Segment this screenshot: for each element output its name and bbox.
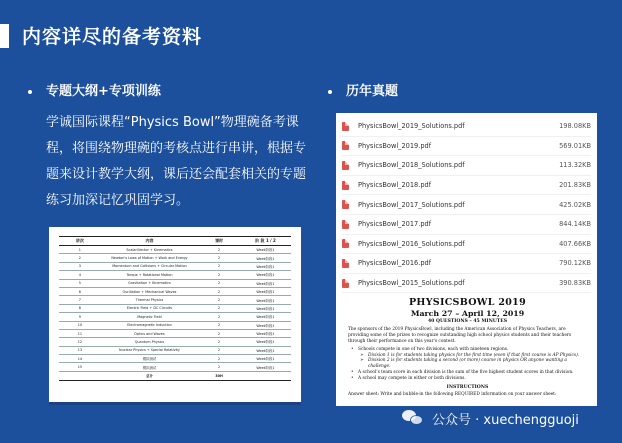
file-row[interactable]	[342, 176, 591, 196]
table-cell: Week阶段1	[240, 296, 291, 304]
table-cell: Week阶段1	[240, 304, 291, 312]
table-cell: 2	[198, 296, 240, 304]
table-row	[59, 254, 291, 262]
rule-subitem: ➢ Division 1 is for students taking physics for the first time (even if that first course is AP Physics).	[348, 353, 587, 359]
bullet-dot	[328, 90, 332, 94]
table-cell	[240, 371, 291, 380]
rule-subitem: ➢ Division 2 is for students taking a second (or more) course in physics OR anyone wanting a challenge.	[348, 358, 587, 370]
pdf-file-icon	[342, 259, 349, 268]
table-cell: Week阶段1	[240, 329, 291, 337]
table-row	[59, 313, 291, 321]
table-cell: 30H	[198, 371, 240, 380]
exam-paper-preview	[336, 293, 597, 396]
table-cell: 8	[59, 304, 101, 312]
table-cell: 2	[198, 271, 240, 279]
document-shadow	[49, 402, 301, 405]
paper-date: March 27 – April 12, 2019	[410, 309, 525, 319]
table-cell: Newton's Laws of Motion + Work and Energy	[101, 254, 198, 262]
pdf-file-icon	[342, 239, 349, 248]
table-footer-row	[59, 371, 291, 380]
table-row	[59, 262, 291, 270]
section-heading-past-papers: 历年真题	[328, 80, 398, 99]
table-row	[59, 338, 291, 346]
table-cell: Week阶段1	[240, 279, 291, 287]
pdf-file-icon	[342, 181, 349, 190]
paper-instructions-heading: INSTRUCTIONS	[446, 384, 489, 390]
rule-item: • A school's team score in each division is the sum of the five highest student scores in that division.	[348, 370, 587, 376]
table-header-row	[59, 237, 291, 246]
title-accent-bar	[0, 24, 9, 48]
paper-intro: The sponsors of the 2019 PhysicsBowl, including the American Association of Physics Teachers, are providing some of the prizes to recognize outstanding high school physics students and their teachers through their performance on this year's contest.	[348, 327, 572, 344]
table-cell: Torque + Rotational Motion	[101, 271, 198, 279]
table-cell: Week阶段1	[240, 321, 291, 329]
table-cell: Week阶段1	[240, 246, 291, 254]
table-cell: 2	[59, 254, 101, 262]
paper-answer-sheet-note: Answer sheet: Write and bubble-in the following REQUIRED information on your answer sheet:	[348, 391, 557, 397]
file-size: 790.12KB	[559, 259, 591, 268]
table-row	[59, 304, 291, 312]
table-cell: Gravitation + Kinematics	[101, 279, 198, 287]
table-cell: Week阶段1	[240, 254, 291, 262]
file-name: PhysicsBowl_2018_Solutions.pdf	[358, 161, 465, 170]
file-name: PhysicsBowl_2017_Solutions.pdf	[358, 200, 465, 209]
table-cell: 2	[198, 304, 240, 312]
table-row	[59, 246, 291, 254]
table-cell: 6	[59, 287, 101, 295]
table-row	[59, 346, 291, 354]
file-size: 569.01KB	[559, 141, 591, 150]
table-row	[59, 321, 291, 329]
table-cell: 2	[198, 321, 240, 329]
table-cell: 内容	[101, 237, 198, 246]
rule-item: • A school may compete in either or both divisions.	[348, 376, 587, 382]
syllabus-document	[49, 227, 301, 402]
file-size: 201.83KB	[559, 181, 591, 190]
table-cell: 9	[59, 313, 101, 321]
syllabus-table	[59, 236, 291, 381]
table-cell: Electromagnetic Induction	[101, 321, 198, 329]
table-cell: 2	[198, 313, 240, 321]
paper-title: PHYSICSBOWL 2019	[408, 297, 526, 309]
pdf-file-icon	[342, 141, 349, 150]
table-cell: 模拟测试	[101, 363, 198, 371]
file-name: PhysicsBowl_2019_Solutions.pdf	[358, 122, 465, 131]
paper-subtitle: 40 QUESTIONS – 45 MINUTES	[427, 319, 508, 325]
pdf-file-icon	[342, 161, 349, 170]
table-cell: 7	[59, 296, 101, 304]
table-cell: 2	[198, 254, 240, 262]
table-cell: Week阶段1	[240, 338, 291, 346]
table-cell: 4	[59, 271, 101, 279]
file-size: 113.32KB	[559, 161, 591, 170]
pdf-file-icon	[342, 220, 349, 229]
table-cell: Momentum and Collisions + Circular Motion	[101, 262, 198, 270]
table-cell: Electric Field + DC Circuits	[101, 304, 198, 312]
table-cell: 2	[198, 355, 240, 363]
table-cell: 5	[59, 279, 101, 287]
table-cell: 2	[198, 346, 240, 354]
file-row[interactable]	[342, 156, 591, 176]
table-cell: 3	[59, 262, 101, 270]
table-cell: Week阶段1	[240, 287, 291, 295]
table-cell: Week阶段1	[240, 271, 291, 279]
section-heading-syllabus: 专题大纲+专项训练	[28, 80, 161, 99]
page-title: 内容详尽的备考资料	[22, 26, 203, 48]
file-name: PhysicsBowl_2018.pdf	[358, 181, 432, 190]
table-row	[59, 296, 291, 304]
file-size: 425.02KB	[559, 200, 591, 209]
table-cell: 模拟测试	[101, 355, 198, 363]
table-cell: 1	[59, 246, 101, 254]
file-row[interactable]	[342, 274, 591, 294]
table-cell: Thermal Physics	[101, 296, 198, 304]
file-name: PhysicsBowl_2015_Solutions.pdf	[358, 279, 465, 288]
table-cell: Week阶段1	[240, 346, 291, 354]
table-cell: Scalar/Vector + Kinematics	[101, 246, 198, 254]
file-row[interactable]	[342, 137, 591, 157]
table-cell: Oscillation + Mechanical Waves	[101, 287, 198, 295]
table-cell: 2	[198, 287, 240, 295]
table-cell: Week阶段1	[240, 363, 291, 371]
file-size: 407.66KB	[559, 239, 591, 248]
table-cell: 总计	[101, 371, 198, 380]
wechat-watermark: 公众号 · xuechengguoji	[402, 403, 579, 433]
table-cell: 阶 段 1 / 2	[240, 237, 291, 246]
table-row	[59, 271, 291, 279]
table-cell: 2	[198, 279, 240, 287]
pdf-file-icon	[342, 279, 349, 288]
table-cell: 2	[198, 338, 240, 346]
table-cell: 2	[198, 363, 240, 371]
rule-item: • Schools compete in one of two divisions, each with nineteen regions.	[348, 347, 587, 353]
pdf-file-icon	[342, 200, 349, 209]
file-row[interactable]	[342, 215, 591, 235]
wechat-icon	[402, 409, 424, 427]
table-cell: Week阶段1	[240, 355, 291, 363]
table-row	[59, 363, 291, 371]
table-cell: 2	[198, 329, 240, 337]
table-cell: Week阶段1	[240, 262, 291, 270]
table-cell: Quantum Physics	[101, 338, 198, 346]
table-cell: 2	[198, 262, 240, 270]
table-cell: 课时	[198, 237, 240, 246]
table-row	[59, 329, 291, 337]
table-row	[59, 355, 291, 363]
table-cell: 13	[59, 346, 101, 354]
file-row[interactable]	[342, 254, 591, 274]
file-row[interactable]	[342, 117, 591, 137]
table-cell	[59, 371, 101, 380]
table-cell: 讲次	[59, 237, 101, 246]
bullet-dot	[28, 90, 32, 94]
file-row[interactable]	[342, 195, 591, 215]
file-name: PhysicsBowl_2016.pdf	[358, 259, 432, 268]
file-size: 844.14KB	[559, 220, 591, 229]
file-name: PhysicsBowl_2016_Solutions.pdf	[358, 239, 465, 248]
table-cell: 10	[59, 321, 101, 329]
table-cell: Nuclear Physics + Special Relativity	[101, 346, 198, 354]
file-size: 390.83KB	[559, 279, 591, 288]
table-row	[59, 287, 291, 295]
table-cell: 12	[59, 338, 101, 346]
file-list	[336, 113, 597, 293]
table-cell: 14	[59, 355, 101, 363]
table-cell: 2	[198, 246, 240, 254]
past-papers-document	[336, 113, 597, 406]
paper-rules	[348, 347, 587, 382]
table-cell: 15	[59, 363, 101, 371]
file-row[interactable]	[342, 235, 591, 255]
file-size: 198.08KB	[559, 122, 591, 131]
file-name: PhysicsBowl_2017.pdf	[358, 220, 432, 229]
file-name: PhysicsBowl_2019.pdf	[358, 141, 432, 150]
table-cell: Week阶段1	[240, 313, 291, 321]
pdf-file-icon	[342, 122, 349, 131]
table-cell: Optics and Waves	[101, 329, 198, 337]
table-cell: Magnetic Field	[101, 313, 198, 321]
course-description: 学诚国际课程“Physics Bowl”物理碗备考课程，将围绕物理碗的考核点进行串讲，根据专题来设计教学大纲，课后还会配套相关的专题练习加深记忆巩固学习。	[46, 115, 307, 208]
table-row	[59, 279, 291, 287]
table-cell: 11	[59, 329, 101, 337]
